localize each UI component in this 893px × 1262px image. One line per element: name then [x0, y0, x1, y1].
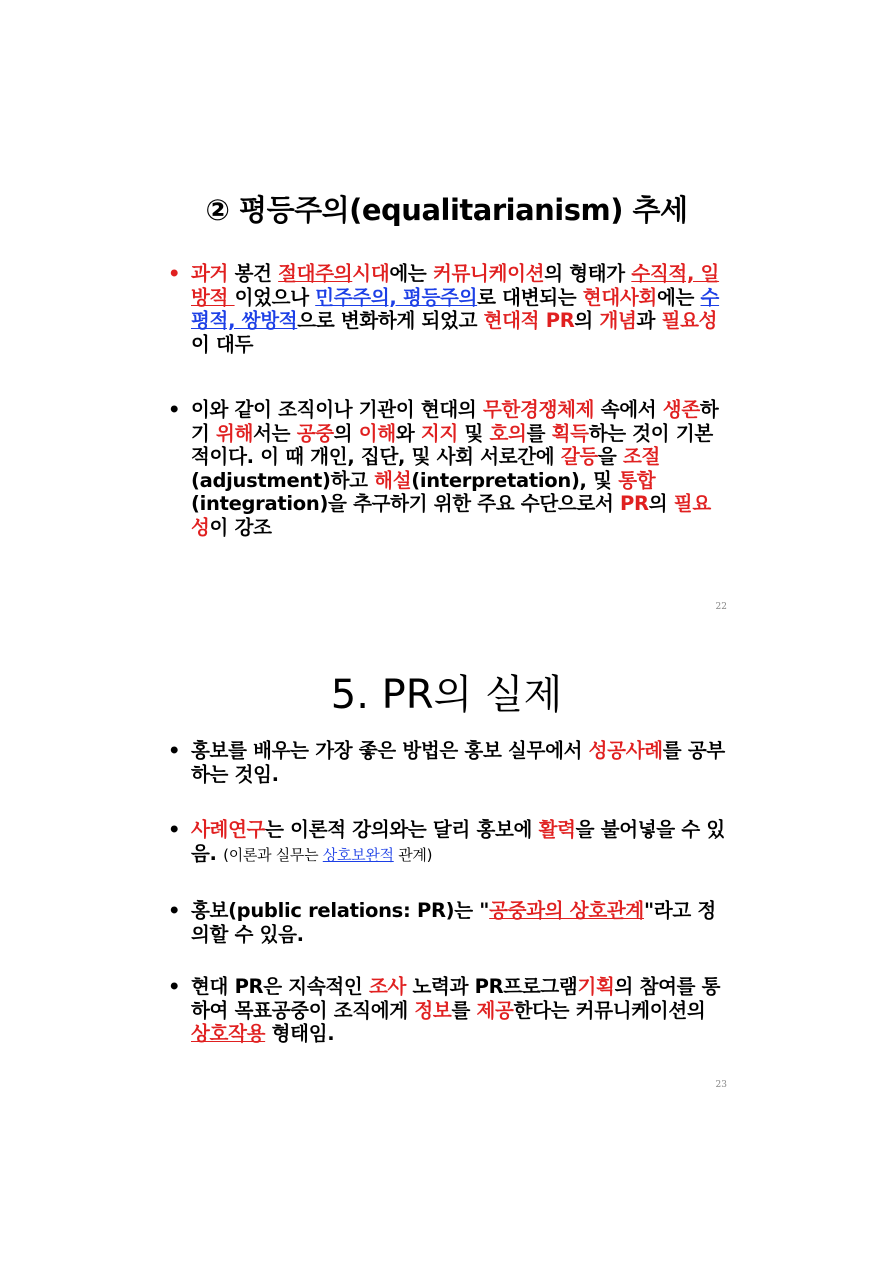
emphasis-text: 현대적 PR — [483, 309, 575, 332]
text: 의 — [648, 492, 674, 515]
bullet-list — [168, 818, 728, 867]
text: 노력과 PR프로그램 — [406, 975, 578, 998]
text: (이론과 실무는 — [223, 845, 323, 864]
text: 이 대두 — [191, 332, 254, 356]
blue-underlined-text: 상호보완적 — [322, 845, 394, 864]
emphasis-text: 제공 — [476, 998, 514, 1022]
text: 현대 PR은 지속적인 — [191, 975, 369, 998]
text: 에는 — [389, 262, 433, 285]
slide-title: ② 평등주의(equalitarianism) 추세 — [205, 193, 688, 227]
text: 에는 — [656, 285, 701, 309]
emphasis-text: 조절 — [622, 445, 661, 468]
text: 형태임. — [265, 1022, 335, 1045]
text: 한다는 커뮤니케이션의 — [513, 998, 706, 1022]
text: 를 — [451, 998, 477, 1022]
slide-23 — [0, 631, 893, 1262]
text: 을 불어넣을 수 있음. — [191, 818, 725, 865]
text: 봉건 — [228, 262, 279, 285]
emphasis-underlined-text: 수직적, 일방적 — [191, 262, 720, 309]
text: 하기 — [191, 398, 719, 445]
text: (integration)을 추구하기 위한 주요 수단으로서 — [191, 492, 621, 515]
emphasis-text: 조사 — [368, 975, 407, 998]
emphasis-text: PR — [620, 492, 649, 515]
bullet-item — [168, 262, 728, 356]
emphasis-text: 필요성 — [191, 492, 711, 539]
text: 으로 변화하게 되었고 — [297, 309, 484, 332]
text: 로 대변되는 — [477, 285, 583, 309]
text: 의 — [574, 309, 600, 332]
emphasis-text: 획득 — [551, 421, 589, 445]
page-number: 23 — [715, 1080, 727, 1090]
emphasis-text: 갈등 — [560, 445, 598, 468]
text: 를 공부하는 것임. — [191, 739, 725, 786]
text: 이었으나 — [234, 285, 316, 309]
emphasis-underlined-text: 절대주의 — [278, 262, 353, 285]
emphasis-text: 시대 — [352, 262, 390, 285]
text: 와 — [395, 421, 421, 445]
emphasis-text: 공중 — [296, 421, 334, 445]
bullet-list — [168, 262, 728, 356]
text: 을 — [597, 445, 623, 468]
emphasis-text: 해설 — [374, 468, 412, 492]
bullet-item — [168, 818, 728, 867]
emphasis-text: 활력 — [538, 818, 576, 841]
text: 이와 같이 조직이나 기관이 현대의 — [191, 398, 483, 421]
bullet-item — [168, 975, 728, 1046]
emphasis-text: 기획 — [577, 975, 615, 998]
emphasis-text: 필요성 — [661, 309, 718, 332]
text: 서는 — [253, 421, 297, 445]
text: (adjustment)하고 — [191, 468, 375, 492]
bullet-list — [168, 975, 728, 1046]
slide-title: 5. PR의 실제 — [330, 672, 563, 718]
text: 하는 것이 기본적이다. 이 때 개인, 집단, 및 사회 서로간에 — [191, 421, 713, 468]
emphasis-text: 커뮤니케이션 — [432, 262, 545, 285]
text: (interpretation), 및 — [411, 468, 619, 492]
blue-underlined-text: 민주주의, 평등주의 — [315, 285, 478, 309]
text: 는 이론적 강의와는 달리 홍보에 — [265, 818, 539, 841]
text: 속에서 — [594, 398, 663, 421]
page-number: 22 — [715, 602, 727, 612]
text: 과 — [636, 309, 662, 332]
bullet-item — [168, 398, 728, 539]
text: 의 참여를 통하여 목표공중이 조직에게 — [191, 975, 721, 1022]
text: 의 형태가 — [544, 262, 632, 285]
emphasis-text: 통합 — [618, 468, 656, 492]
emphasis-underlined-text: 상호작용 — [191, 1022, 266, 1045]
text: 및 — [457, 421, 490, 445]
emphasis-text: 이해 — [358, 421, 396, 445]
text: 홍보를 배우는 가장 좋은 방법은 홍보 실무에서 — [191, 739, 589, 762]
bullet-item — [168, 739, 728, 786]
emphasis-text: 위해 — [216, 421, 254, 445]
text: "라고 정의할 수 있음. — [191, 899, 716, 946]
emphasis-text: 성공사례 — [588, 739, 663, 762]
bullet-list — [168, 398, 728, 539]
emphasis-text: 호의 — [489, 421, 527, 445]
text: 관계) — [393, 845, 433, 864]
emphasis-text: 현대사회 — [582, 285, 657, 309]
emphasis-underlined-text: 공중과의 상호관계 — [489, 899, 644, 922]
emphasis-text: 사례연구 — [191, 818, 266, 841]
emphasis-text: 정보 — [414, 998, 452, 1022]
emphasis-text: 지지 — [420, 421, 458, 445]
bullet-list — [168, 899, 728, 946]
emphasis-text: 무한경쟁체제 — [482, 398, 595, 421]
emphasis-text: 생존 — [662, 398, 700, 421]
text: 홍보(public relations: PR)는 " — [191, 899, 490, 922]
emphasis-text: 개념 — [599, 309, 637, 332]
text: 의 — [333, 421, 359, 445]
emphasis-text: 과거 — [191, 262, 229, 285]
bullet-item — [168, 899, 728, 946]
bullet-list — [168, 739, 728, 786]
text: 를 — [526, 421, 552, 445]
blue-underlined-text: 수평적, 쌍방적 — [191, 285, 720, 332]
text: 이 강조 — [209, 515, 272, 539]
